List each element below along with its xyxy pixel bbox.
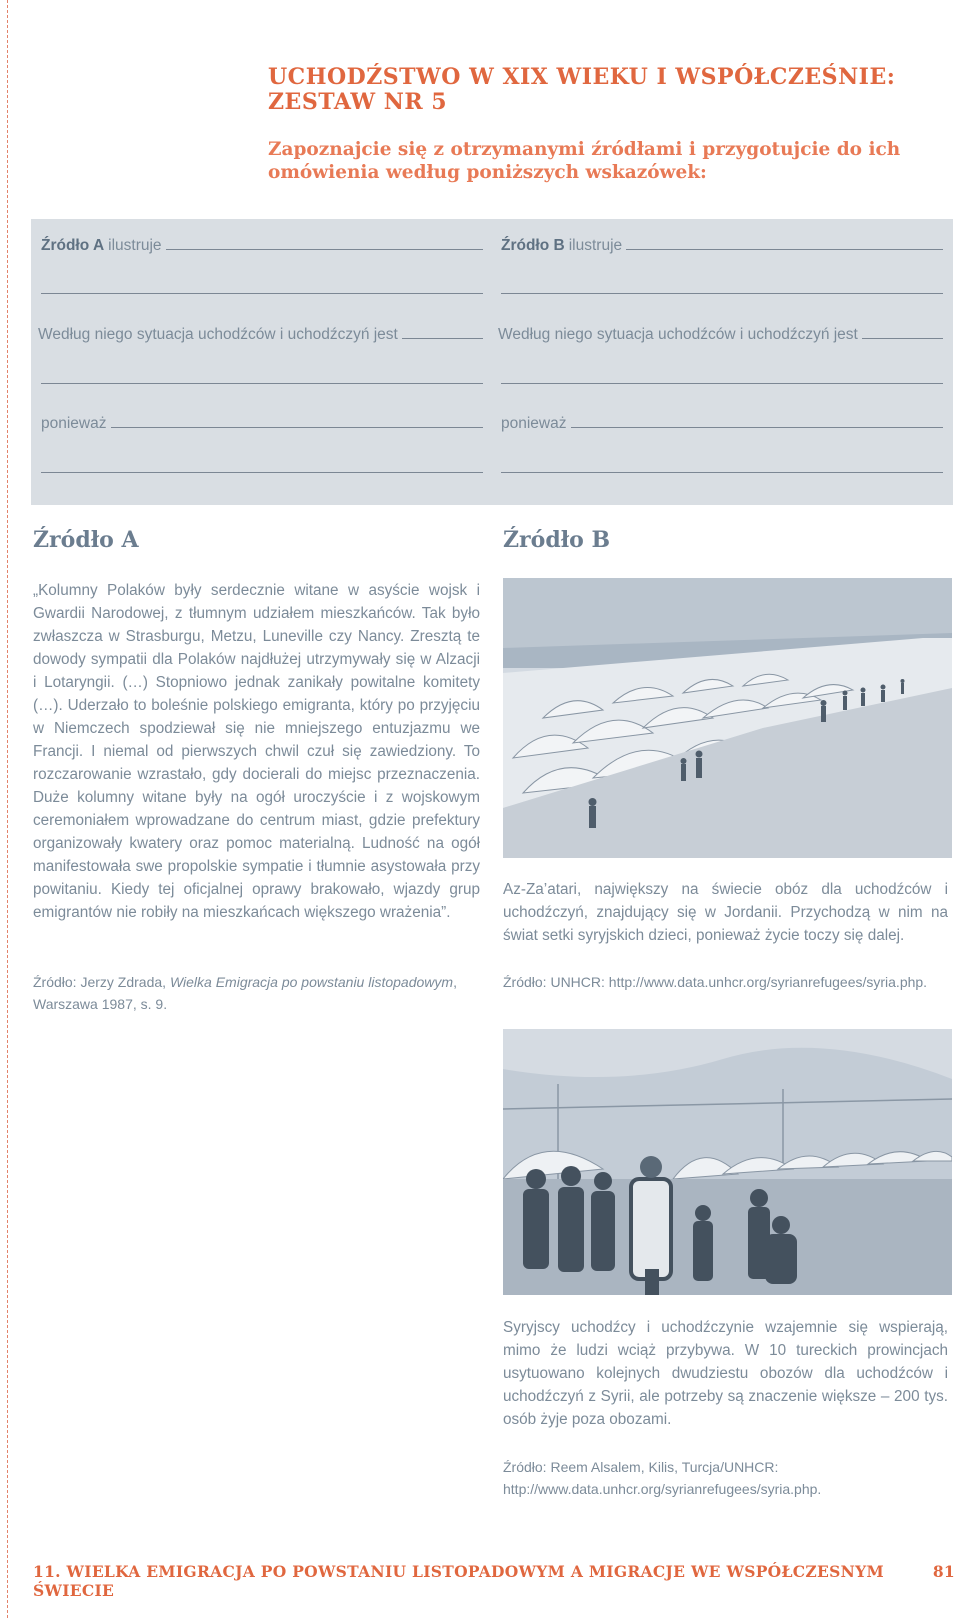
- answer-line[interactable]: [41, 383, 483, 384]
- source-b-heading: Źródło B: [503, 527, 611, 553]
- because-field-b[interactable]: [501, 409, 943, 433]
- page-title: [268, 65, 895, 115]
- source-b-citation-2: [503, 1456, 955, 1500]
- source-a-citation: [33, 971, 480, 1015]
- answer-line[interactable]: [501, 293, 943, 294]
- refugees-group-photo: [503, 1029, 952, 1295]
- answer-line[interactable]: [402, 338, 483, 339]
- source-b-caption-2: Syryjscy uchodźcy i uchodźczynie wzajemnie się wspierają, mimo że ludzi wciąż przybywa. W 10 tureckich prowincjach usytuowano kolejnych dwudziestu obozów dla uchodźców i uchodźczyń z Syrii, ale potrzeby są znaczenie większe – 200 tys. osób żyje poza obozami.: [503, 1319, 948, 1428]
- refugees-group-photo-drawing: [503, 1029, 952, 1295]
- answer-line[interactable]: [501, 383, 943, 384]
- worksheet-box: [31, 219, 953, 505]
- camp-tents-photo-drawing: [503, 578, 952, 858]
- citation-line-1: Źródło: Reem Alsalem, Kilis, Turcja/UNHCR:: [503, 1459, 779, 1475]
- answer-line[interactable]: [501, 472, 943, 473]
- citation-suffix: , Warszawa 1987, s. 9.: [33, 974, 457, 1012]
- page-footer: [33, 1562, 955, 1600]
- instruction-text: Zapoznajcie się z otrzymanymi źródłami i przygotujcie do ich omówienia według poniższych wskazówek:: [268, 139, 901, 183]
- worksheet-label-b: Źródło B: [501, 237, 565, 254]
- answer-line[interactable]: [862, 338, 943, 339]
- situation-label-b: Według niego sytuacja uchodźców i uchodźczyń jest: [498, 326, 858, 343]
- answer-line[interactable]: [111, 427, 484, 428]
- title-line-2: ZESTAW NR 5: [268, 89, 448, 115]
- because-label-b: ponieważ: [501, 415, 567, 432]
- situation-label-a: Według niego sytuacja uchodźców i uchodźczyń jest: [38, 326, 398, 343]
- source-a-heading: Źródło A: [33, 527, 139, 553]
- answer-line[interactable]: [41, 472, 483, 473]
- illustrates-field-b[interactable]: [501, 231, 943, 255]
- title-line-1: UCHODŹSTWO W XIX WIEKU I WSPÓŁCZEŚNIE:: [268, 64, 896, 90]
- worksheet-column-a: [38, 219, 483, 505]
- worksheet-column-b: [498, 219, 943, 505]
- because-label-a: ponieważ: [41, 415, 107, 432]
- illustrates-label-b: ilustruje: [568, 237, 623, 254]
- illustrates-field-a[interactable]: [41, 231, 483, 255]
- source-b-citation-1: Źródło: UNHCR: http://www.data.unhcr.org/syrianrefugees/syria.php.: [503, 974, 928, 990]
- situation-field-b[interactable]: [498, 320, 943, 344]
- citation-line-2: http://www.data.unhcr.org/syrianrefugees/syria.php.: [503, 1481, 822, 1497]
- source-a-quote: „Kolumny Polaków były serdecznie witane w asyście wojsk i Gwardii Narodowej, z tłumnym udziałem mieszkańców. Tak było zwłaszcza w Strasburgu, Metzu, Luneville czy Nancy. Zresztą te dowody sympatii dla Polaków najdłużej utrzymywały się w Alzacji i Lotaryngii. (…) Stopniowo jednak zanikały powitalne komitety (…). Uderzało to boleśnie polskiego emigranta, który po przyjęciu w Niemczech spodziewał się nie mniejszego entuzjazmu we Francji. I niemal od pierwszych chwil czuł się zawiedziony. To rozczarowanie wzrastało, gdy docierali do miejsc przeznaczenia. Duże kolumny witane były na ogół uroczyście i z wojskowym ceremoniałem wprowadzane do centrum miast, gdzie prefektury organizowały kwatery oraz pomoc materialną. Ludność na ogół manifestowała swe propolskie sympatie i tłumnie asystowała przy powitaniu. Kiedy tej oficjalnej oprawy brakowało, wjazdy grup emigrantów nie robiły na mieszkańcach większego wrażenia”.: [33, 582, 480, 921]
- illustrates-label-a: ilustruje: [108, 237, 162, 254]
- source-b-caption-1: Az-Za’atari, największy na świecie obóz dla uchodźców i uchodźczyń, znajdujący się w Jordanii. Przychodzą w nim na świat setki syryjskich dzieci, ponieważ życie toczy się dalej.: [503, 881, 948, 944]
- camp-tents-photo: [503, 578, 952, 858]
- page-number: 81: [932, 1562, 955, 1581]
- because-field-a[interactable]: [41, 409, 483, 433]
- margin-dashed-rule: [7, 0, 8, 1618]
- answer-line[interactable]: [166, 249, 483, 250]
- answer-line[interactable]: [41, 293, 483, 294]
- chapter-title: 11. WIELKA EMIGRACJA PO POWSTANIU LISTOPADOWYM A MIGRACJE WE WSPÓŁCZESNYM ŚWIECIE: [33, 1562, 884, 1600]
- answer-line[interactable]: [626, 249, 943, 250]
- citation-book-title: Wielka Emigracja po powstaniu listopadowym: [169, 974, 454, 990]
- citation-prefix: Źródło: Jerzy Zdrada,: [33, 974, 170, 990]
- worksheet-label-a: Źródło A: [41, 237, 105, 254]
- situation-field-a[interactable]: [38, 320, 483, 344]
- answer-line[interactable]: [571, 427, 944, 428]
